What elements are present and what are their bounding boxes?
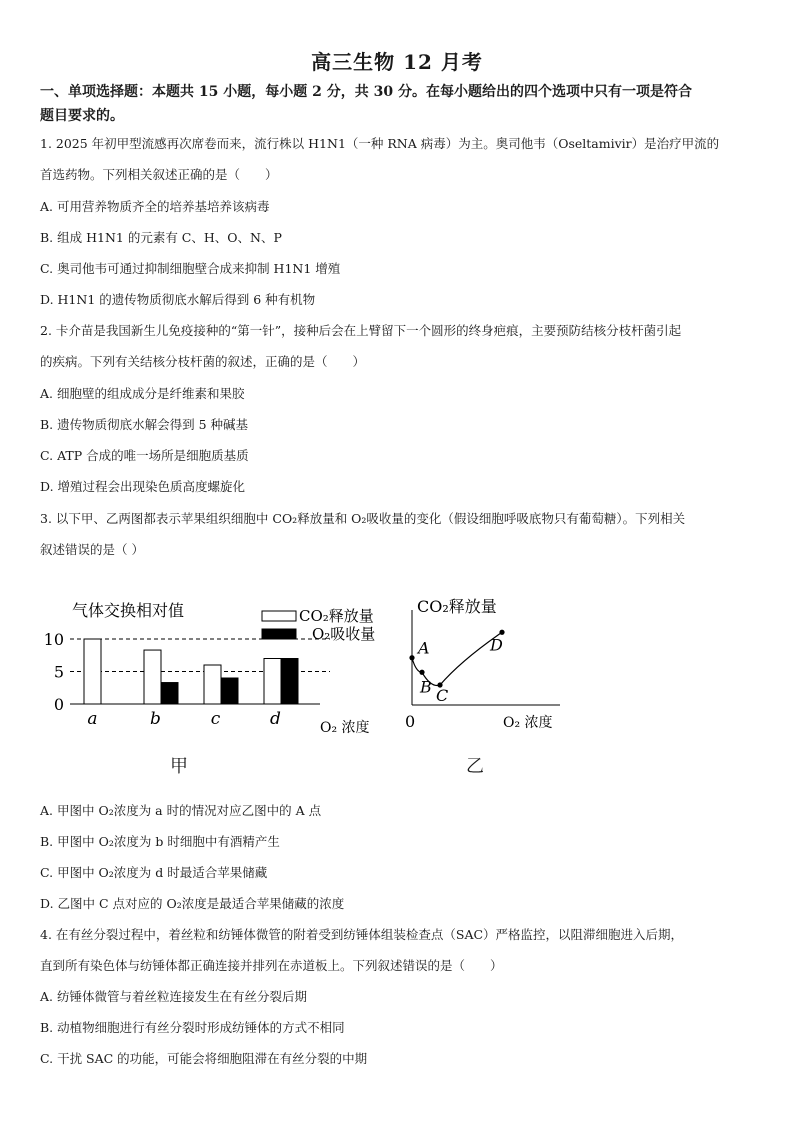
question-4-option-a: A. 纺锤体微管与着丝粒连接发生在有丝分裂后期 bbox=[40, 989, 307, 1004]
section-heading-line-2: 题目要求的。 bbox=[40, 108, 124, 124]
chart-yi-ylabel: CO₂释放量 bbox=[417, 597, 497, 616]
question-1-line-1: 1. 2025 年初甲型流感再次席卷而来，流行株以 H1N1（一种 RNA 病毒）为主。奥司他韦（Oseltamivir）是治疗甲流的 bbox=[40, 136, 720, 151]
question-4-line-1: 4. 在有丝分裂过程中，着丝粒和纺锤体微管的附着受到纺锤体组装检查点（SAC）严格监控，以阻滞细胞进入后期， bbox=[40, 927, 684, 942]
question-1-option-c: C. 奥司他韦可通过抑制细胞壁合成来抑制 H1N1 增殖 bbox=[40, 261, 341, 276]
bar-co2 bbox=[144, 650, 161, 704]
question-1-option-d: D. H1N1 的遗传物质彻底水解后得到 6 种有机物 bbox=[40, 292, 316, 307]
curve-point-d bbox=[499, 630, 504, 635]
legend-o2-label: O₂吸收量 bbox=[312, 625, 376, 643]
question-4-option-c: C. 干扰 SAC 的功能，可能会将细胞阻滞在有丝分裂的中期 bbox=[40, 1051, 368, 1066]
point-label-d: D bbox=[490, 635, 503, 655]
curve-point-b bbox=[419, 670, 424, 675]
bar-co2 bbox=[84, 639, 101, 704]
question-1-line-2: 首选药物。下列相关叙述正确的是（ ） bbox=[40, 167, 278, 182]
y-tick-label: 0 bbox=[53, 695, 64, 714]
y-tick-label: 5 bbox=[53, 662, 64, 682]
figure-jia-caption: 甲 bbox=[170, 756, 188, 777]
question-4-option-b: B. 动植物细胞进行有丝分裂时形成纺锤体的方式不相同 bbox=[40, 1020, 345, 1035]
figure-yi-line-chart bbox=[395, 590, 565, 740]
question-2-line-1: 2. 卡介苗是我国新生儿免疫接种的“第一针”，接种后会在上臂留下一个圆形的终身疤痕，主要预防结核分枝杆菌引起 bbox=[40, 323, 682, 338]
chart-yi-origin: 0 bbox=[405, 712, 416, 731]
question-3-option-c: C. 甲图中 O₂浓度为 d 时最适合苹果储藏 bbox=[40, 865, 268, 880]
bar-o2 bbox=[221, 678, 238, 704]
question-2-option-b: B. 遗传物质彻底水解会得到 5 种碱基 bbox=[40, 417, 249, 432]
chart-jia-title: 气体交换相对值 bbox=[72, 601, 185, 620]
question-4-line-2: 直到所有染色体与纺锤体都正确连接并排列在赤道板上。下列叙述错误的是（ ） bbox=[40, 958, 503, 973]
section-heading bbox=[40, 80, 760, 128]
bar-co2 bbox=[264, 659, 281, 705]
curve-point-a bbox=[409, 655, 414, 660]
question-1-option-a: A. 可用营养物质齐全的培养基培养该病毒 bbox=[40, 199, 270, 214]
question-3-line-1: 3. 以下甲、乙两图都表示苹果组织细胞中 CO₂释放量和 O₂吸收量的变化（假设细胞呼吸底物只有葡萄糖）。下列相关 bbox=[40, 511, 686, 526]
legend-co2-swatch bbox=[262, 611, 296, 621]
question-3-option-b: B. 甲图中 O₂浓度为 b 时细胞中有酒精产生 bbox=[40, 834, 280, 849]
page-title: 高三生物 12 月考 bbox=[311, 50, 483, 74]
figure-jia-bar-chart bbox=[40, 590, 380, 740]
legend-o2-swatch bbox=[262, 629, 296, 639]
x-category-label: d bbox=[270, 709, 281, 729]
point-label-b: B bbox=[420, 677, 432, 697]
figure-yi-caption: 乙 bbox=[466, 756, 484, 777]
question-2-option-d: D. 增殖过程会出现染色质高度螺旋化 bbox=[40, 479, 246, 494]
x-category-label: a bbox=[87, 709, 98, 729]
bar-o2 bbox=[281, 659, 298, 705]
question-3-line-2: 叙述错误的是（ ） bbox=[40, 542, 144, 557]
chart-yi-xlabel: O₂ 浓度 bbox=[503, 715, 553, 731]
bar-o2 bbox=[161, 683, 178, 704]
question-1-option-b: B. 组成 H1N1 的元素有 C、H、O、N、P bbox=[40, 230, 282, 245]
y-tick-label: 10 bbox=[43, 630, 64, 649]
question-3-option-a: A. 甲图中 O₂浓度为 a 时的情况对应乙图中的 A 点 bbox=[40, 803, 322, 818]
question-3-option-d: D. 乙图中 C 点对应的 O₂浓度是最适合苹果储藏的浓度 bbox=[40, 896, 345, 911]
point-label-c: C bbox=[436, 686, 449, 705]
question-2-line-2: 的疾病。下列有关结核分枝杆菌的叙述，正确的是（ ） bbox=[40, 354, 366, 369]
question-2-option-a: A. 细胞壁的组成成分是纤维素和果胶 bbox=[40, 386, 245, 401]
chart-jia-xlabel: O₂ 浓度 bbox=[320, 720, 370, 736]
question-2-option-c: C. ATP 合成的唯一场所是细胞质基质 bbox=[40, 448, 249, 463]
x-category-label: b bbox=[150, 709, 161, 729]
legend-co2-label: CO₂释放量 bbox=[299, 607, 374, 625]
section-heading-line-1: 一、单项选择题：本题共 15 小题，每小题 2 分，共 30 分。在每小题给出的四个选项中只有一项是符合 bbox=[40, 84, 692, 100]
point-label-a: A bbox=[418, 638, 430, 658]
x-category-label: c bbox=[210, 709, 221, 729]
bar-co2 bbox=[204, 665, 221, 704]
